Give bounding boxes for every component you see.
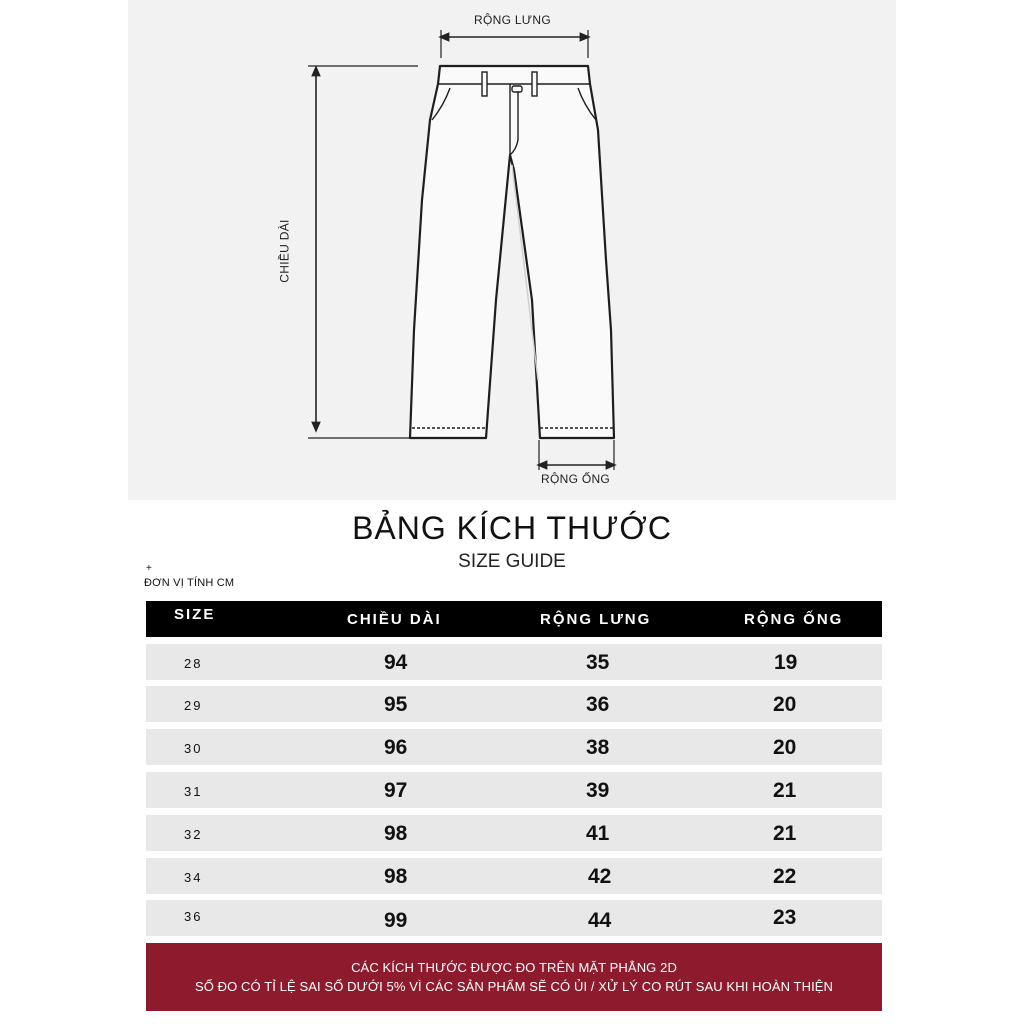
length-cell: 98 bbox=[384, 822, 408, 845]
table-row bbox=[146, 772, 882, 808]
hem-label: RỘNG ỐNG bbox=[541, 472, 611, 486]
table-row bbox=[146, 729, 882, 765]
unit-note: ĐƠN VỊ TÍNH CM bbox=[144, 577, 235, 589]
measurement-note-banner bbox=[146, 943, 882, 1011]
length-cell: 94 bbox=[384, 651, 408, 674]
hem-cell: 23 bbox=[773, 906, 797, 929]
waist-cell: 44 bbox=[588, 909, 612, 932]
header-length: CHIỀU DÀI bbox=[347, 611, 442, 628]
waist-cell: 38 bbox=[586, 736, 610, 759]
header-size: SIZE bbox=[174, 606, 216, 623]
table-header bbox=[146, 601, 882, 637]
size-cell: 34 bbox=[184, 870, 203, 885]
note-line-2: SỐ ĐO CÓ TỈ LỆ SAI SỐ DƯỚI 5% VÌ CÁC SẢN PHẨM SẼ CÓ ỦI / XỬ LÝ CO RÚT SAU KHI HOÀN THIỆN bbox=[194, 979, 834, 994]
hem-cell: 21 bbox=[773, 779, 797, 802]
waist-dimension-line bbox=[441, 30, 588, 58]
length-cell: 97 bbox=[384, 779, 408, 802]
length-dimension-line bbox=[308, 66, 418, 438]
table-row bbox=[146, 644, 882, 680]
hem-cell: 20 bbox=[773, 693, 797, 716]
table-row bbox=[146, 858, 882, 894]
pants-outline bbox=[410, 66, 614, 438]
unit-marker: + bbox=[146, 563, 152, 574]
waist-cell: 35 bbox=[586, 651, 610, 674]
header-hem: RỘNG ỐNG bbox=[744, 611, 844, 628]
page-title: BẢNG KÍCH THƯỚC bbox=[352, 510, 672, 546]
waist-cell: 36 bbox=[586, 693, 610, 716]
hem-cell: 21 bbox=[773, 822, 797, 845]
length-cell: 99 bbox=[384, 909, 408, 932]
pants-drawing bbox=[128, 0, 896, 500]
table-row bbox=[146, 686, 882, 722]
table-row bbox=[146, 900, 882, 936]
size-cell: 28 bbox=[184, 656, 203, 671]
note-line-1: CÁC KÍCH THƯỚC ĐƯỢC ĐO TRÊN MẶT PHẲNG 2D bbox=[351, 960, 677, 975]
length-label: CHIỀU DÀI bbox=[277, 219, 292, 283]
waist-cell: 41 bbox=[586, 822, 610, 845]
table-row bbox=[146, 815, 882, 851]
pants-illustration-panel bbox=[128, 0, 896, 500]
size-cell: 31 bbox=[184, 784, 203, 799]
size-cell: 30 bbox=[184, 741, 203, 756]
length-cell: 96 bbox=[384, 736, 408, 759]
waist-cell: 39 bbox=[586, 779, 610, 802]
waist-label: RỘNG LƯNG bbox=[474, 13, 551, 27]
hem-cell: 20 bbox=[773, 736, 797, 759]
size-cell: 36 bbox=[184, 909, 203, 924]
hem-cell: 19 bbox=[774, 651, 798, 674]
hem-cell: 22 bbox=[773, 865, 797, 888]
page-subtitle: SIZE GUIDE bbox=[458, 551, 566, 572]
size-cell: 29 bbox=[184, 698, 203, 713]
length-cell: 98 bbox=[384, 865, 408, 888]
size-cell: 32 bbox=[184, 827, 203, 842]
hem-dimension-line bbox=[539, 440, 614, 470]
header-waist: RỘNG LƯNG bbox=[540, 611, 652, 628]
waist-cell: 42 bbox=[588, 865, 612, 888]
length-cell: 95 bbox=[384, 693, 408, 716]
